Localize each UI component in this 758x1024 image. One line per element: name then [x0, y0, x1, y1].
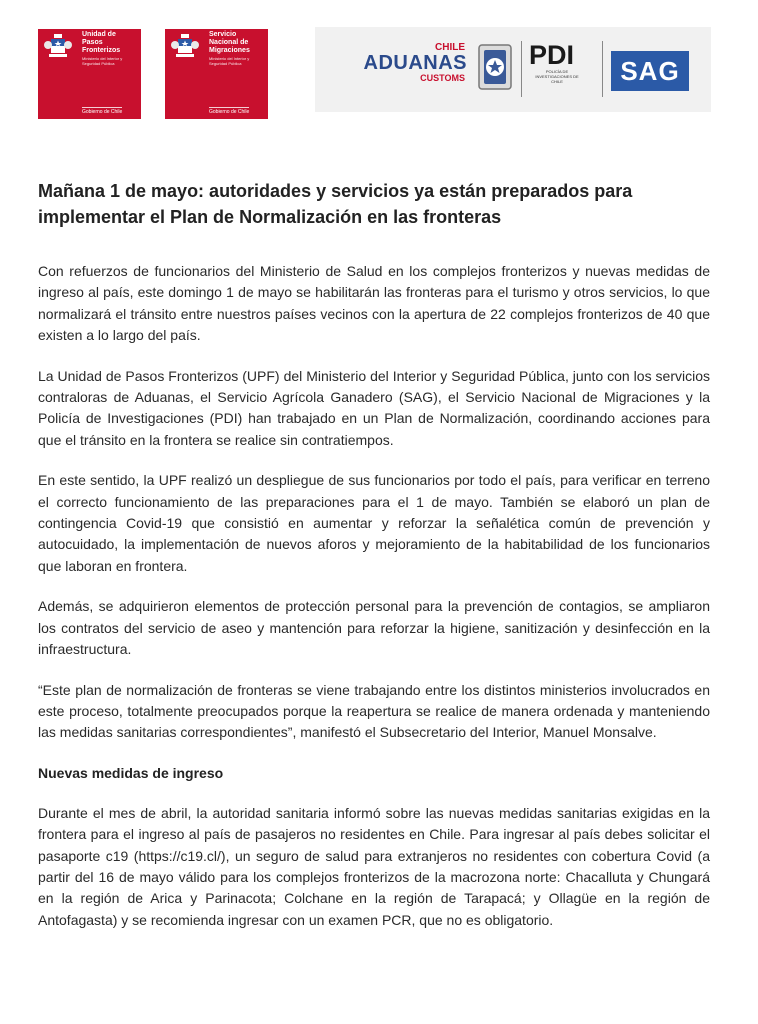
sag-logo: SAG: [611, 51, 689, 91]
section-paragraph: Durante el mes de abril, la autoridad sanitaria informó sobre las nuevas medidas sanitarias exigidas en la frontera para el ingreso al país de pasajeros no residentes en Chile. Para ingresar al país debes solicitar el pasaporte c19 (https://c19.cl/), un seguro de salud para extranjeros no residentes con cobertura Covid (a partir del 16 de mayo válido para los complejos fronterizos de la macrozona norte: Chacalluta y Chungará en la región de Arica y Parinacota; Colchane en la región de Tarapacá; y Ollagüe en la región de Antofagasta) y se recomienda ingresar con un examen PCR, que no es obligatorio.: [38, 804, 710, 928]
sermig-logo-gov: Gobierno de Chile: [209, 109, 250, 115]
upf-logo-subtitle: Ministerio del Interior y Seguridad Pública: [82, 56, 123, 66]
article-paragraph: Con refuerzos de funcionarios del Ministerio de Salud en los complejos fronterizos y nuevas medidas de ingreso al país, este domingo 1 de mayo se habilitarán las fronteras para el turismo y otros servicios, lo que normalizará el tránsito entre nuestros países vecinos con la apertura de 22 complejos fronterizos de 40 que existen a lo largo del país.: [38, 263, 710, 344]
upf-logo-title: Unidad de Pasos Fronterizos: [82, 31, 121, 54]
sermig-logo-title: Servicio Nacional de Migraciones: [209, 31, 250, 54]
aduanas-logo-top: CHILE: [435, 42, 465, 53]
article-paragraph: En este sentido, la UPF realizó un despliegue de sus funcionarios por todo el país, para verificar en terreno el correcto funcionamiento de las preparaciones para el 1 de mayo. También se elaboró un plan de contingencia Covid-19 que consistió en aumentar y reforzar la señalética común de prevención y autocuidado, la implementación de nuevos aforos y mejoramiento de la habitabilidad de los funcionarios que laboran en frontera.: [38, 472, 710, 574]
aduanas-logo: [335, 43, 467, 95]
article: [38, 178, 710, 950]
pdi-logo: [529, 41, 599, 99]
article-paragraph: Además, se adquirieron elementos de protección personal para la prevención de contagios, se ampliaron los contratos del servicio de aseo y mantención para reforzar la higiene, sanitización y desinfección en la infraestructura.: [38, 598, 710, 658]
pdi-logo-main: PDI: [529, 40, 575, 70]
article-paragraph: La Unidad de Pasos Fronterizos (UPF) del Ministerio del Interior y Seguridad Pública, junto con los servicios contraloras de Aduanas, el Servicio Agrícola Ganadero (SAG), el Servicio Nacional de Migraciones y la Policía de Investigaciones (PDI) han trabajado en un Plan de Normalización, coordinando acciones para que el tránsito en la frontera se realice sin contratiempos.: [38, 367, 710, 448]
aduanas-logo-main: ADUANAS: [363, 52, 467, 74]
aduanas-logo-bottom: CUSTOMS: [420, 73, 465, 83]
partner-logos: [315, 27, 711, 112]
logo-divider: [521, 41, 522, 97]
logo-divider: [602, 41, 603, 97]
upf-logo: [38, 29, 141, 119]
chile-coat-of-arms-icon: [170, 33, 200, 59]
sermig-logo-subtitle: Ministerio del Interior y Seguridad Pública: [209, 56, 250, 66]
upf-logo-gov: Gobierno de Chile: [82, 109, 123, 115]
section-heading: Nuevas medidas de ingreso: [38, 764, 224, 781]
article-title: Mañana 1 de mayo: autoridades y servicios ya están preparados para implementar el Plan de Normalización en las fronteras: [38, 181, 633, 227]
chile-coat-of-arms-icon: [43, 33, 73, 59]
pdi-logo-sub: POLICÍA DE INVESTIGACIONES DE CHILE: [535, 69, 579, 84]
sermig-logo: [165, 29, 268, 119]
police-badge-icon: [475, 43, 515, 93]
article-quote: “Este plan de normalización de fronteras se viene trabajando entre los distintos ministerios involucrados en este proceso, totalmente preocupados porque la reapertura se realice de manera ordenada y manteniendo las medidas sanitarias correspondientes”, manifestó el Subsecretario del Interior, Manuel Monsalve.: [38, 681, 710, 741]
